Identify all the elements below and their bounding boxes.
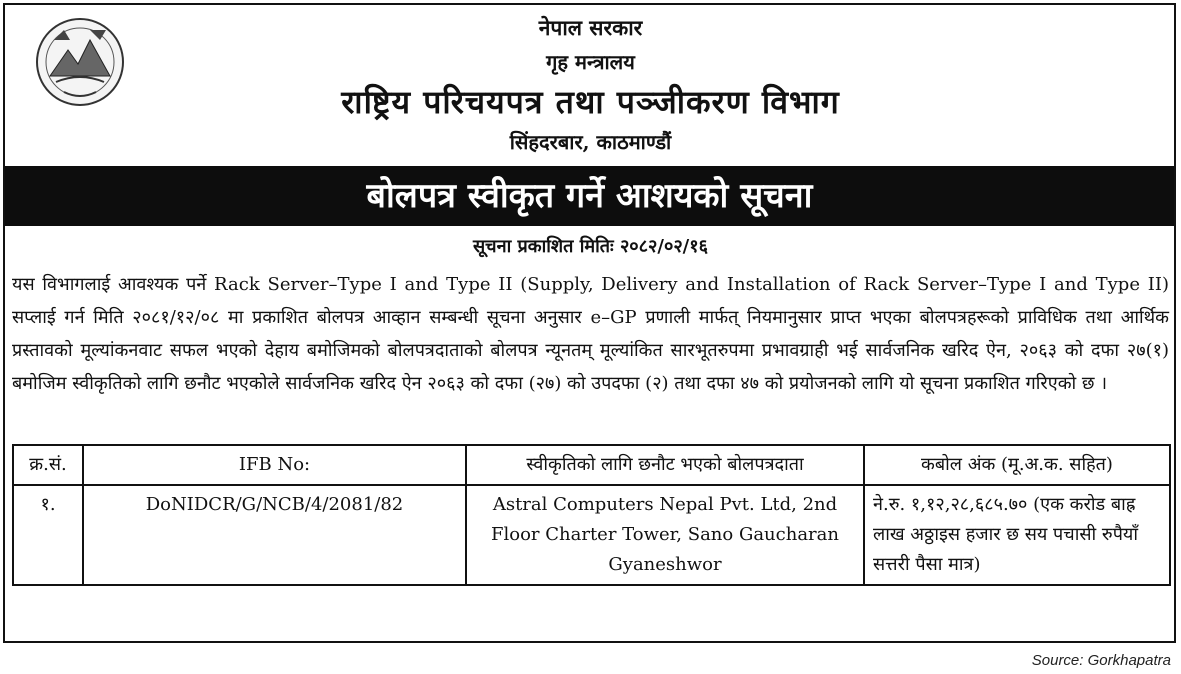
header-serial: क्र.सं. bbox=[13, 445, 83, 485]
table-row bbox=[13, 485, 1170, 585]
government-name: नेपाल सरकार bbox=[538, 15, 643, 40]
cell-amount: ने.रु. १,१२,२८,६८५.७० (एक करोड बाह्र लाख अठ्ठाइस हजार छ सय पचासी रुपैयाँ सत्तरी पैसा मात्र) bbox=[864, 485, 1170, 585]
department-name: राष्ट्रिय परिचयपत्र तथा पञ्जीकरण विभाग bbox=[341, 83, 840, 121]
cell-serial: १. bbox=[13, 485, 83, 585]
source-credit: Source: Gorkhapatra bbox=[1031, 652, 1171, 669]
notice-body: यस विभागलाई आवश्यक पर्ने Rack Server–Type I and Type II (Supply, Delivery and Installation of Rack Server–Type I and Type II) सप्लाई गर्न मिति २०८१/१२/०८ मा प्रकाशित बोलपत्र आव्हान सम्बन्धी सूचना अनुसार e–GP प्रणाली मार्फत् नियमानुसार प्राप्त भएका बोलपत्रहरूको प्राविधिक तथा आर्थिक प्रस्तावको मूल्यांकनवाट सफल भएको देहाय बमोजिमको बोलपत्रदाताको बोलपत्र न्यूनतम् मूल्यांकित सारभूतरुपमा प्रभावग्राही भई सार्वजनिक खरिद ऐन, २०६३ को दफा २७(१) बमोजिम स्वीकृतिको लागि छनौट भएकोले सार्वजनिक खरिद ऐन २०६३ को दफा (२७) को उपदफा (२) तथा दफा ४७ को प्रयोजनको लागि यो सूचना प्रकाशित गरिएको छ । bbox=[12, 274, 1169, 394]
header-amount: कबोल अंक (मू.अ.क. सहित) bbox=[864, 445, 1170, 485]
cell-ifb: DoNIDCR/G/NCB/4/2081/82 bbox=[83, 485, 466, 585]
header-ifb: IFB No: bbox=[83, 445, 466, 485]
office-address: सिंहदरबार, काठमाण्डौं bbox=[509, 130, 672, 154]
ministry-name: गृह मन्त्रालय bbox=[546, 50, 635, 74]
table-header-row bbox=[13, 445, 1170, 485]
bidder-table bbox=[12, 444, 1171, 586]
published-date: सूचना प्रकाशित मितिः २०८२/०२/१६ bbox=[473, 236, 708, 257]
notice-title: बोलपत्र स्वीकृत गर्ने आशयको सूचना bbox=[5, 166, 1174, 226]
cell-bidder: Astral Computers Nepal Pvt. Ltd, 2nd Floor Charter Tower, Sano Gaucharan Gyaneshwor bbox=[466, 485, 864, 585]
header-bidder: स्वीकृतिको लागि छनौट भएको बोलपत्रदाता bbox=[466, 445, 864, 485]
